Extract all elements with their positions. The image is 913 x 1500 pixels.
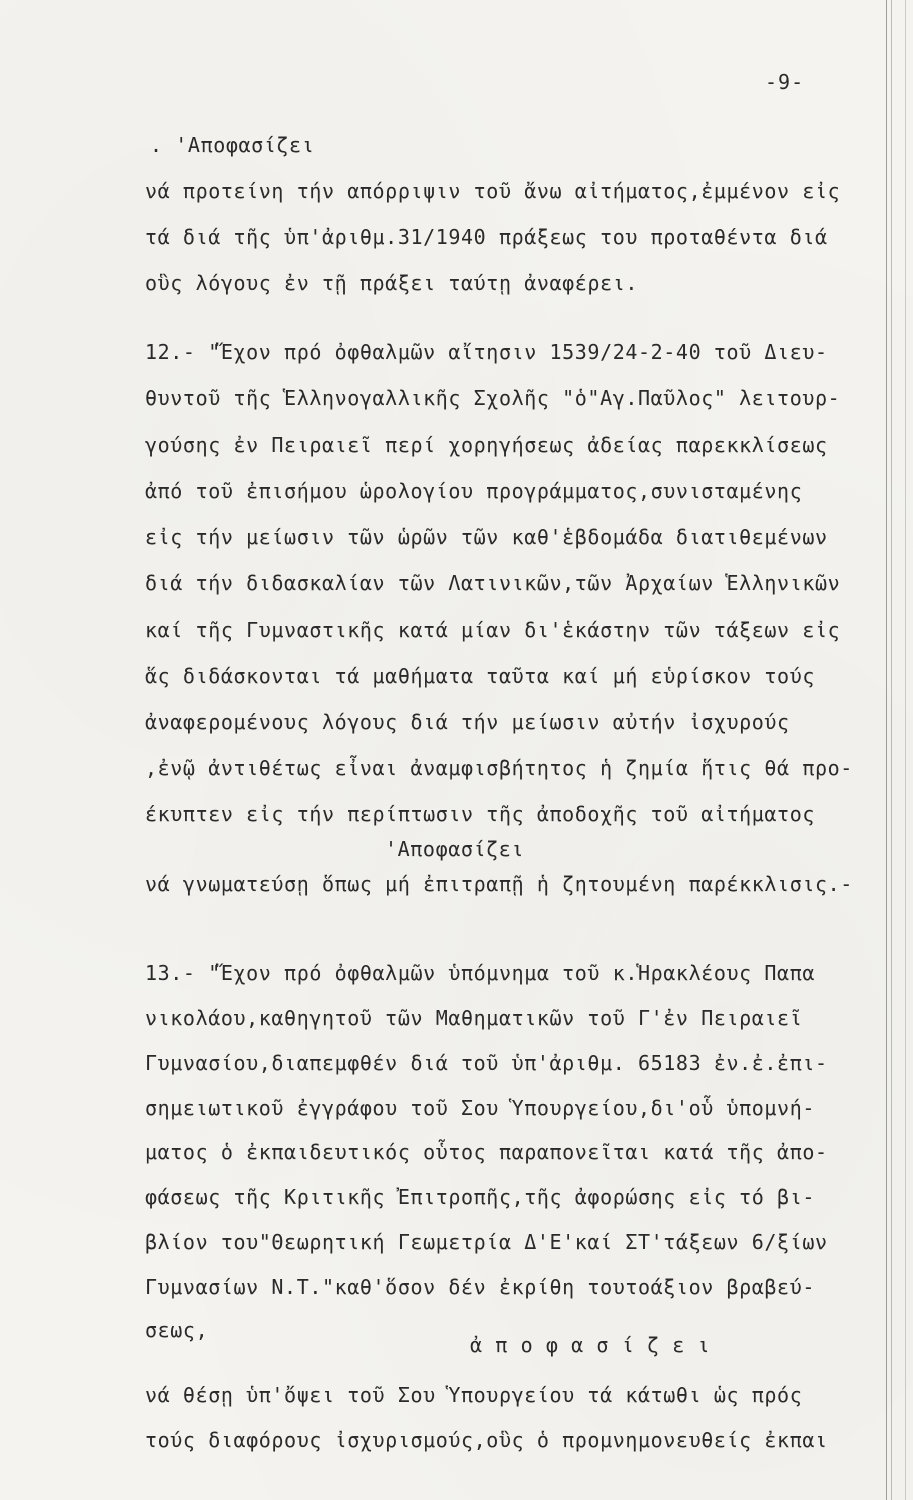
- text-line: Γυμνασίου,διαπεμφθέν διά τοῦ ὑπ'ἀριθμ. 65183 ἐν.ἐ.ἐπι-: [145, 1051, 828, 1075]
- text-line: καί τῆς Γυμναστικῆς κατά μίαν δι'ἑκάστην τῶν τάξεων εἰς: [145, 618, 841, 642]
- text-line: σεως,: [145, 1318, 209, 1342]
- text-line: ἀ π ο φ α σ ί ζ ε ι: [470, 1333, 711, 1357]
- text-line: . 'Αποφασίζει: [150, 133, 315, 157]
- text-line: νικολάου,καθηγητοῦ τῶν Μαθηματικῶν τοῦ Γ'ἐν Πειραιεῖ: [145, 1006, 803, 1030]
- text-line: 13.- "Ἔχον πρό ὀφθαλμῶν ὑπόμνημα τοῦ κ.Ἡρακλέους Παπα: [145, 961, 815, 985]
- text-line: βλίον του"Θεωρητική Γεωμετρία Δ'Ε'καί ΣΤ'τάξεων 6/ξίων: [145, 1230, 828, 1254]
- text-line: έκυπτεν εἰς τήν περίπτωσιν τῆς ἀποδοχῆς τοῦ αἰτήματος: [145, 802, 815, 826]
- text-line: νά θέσῃ ὑπ'ὄψει τοῦ Σου Ὑπουργείου τά κάτωθι ὡς πρός: [145, 1383, 803, 1407]
- text-line: σημειωτικοῦ ἐγγράφου τοῦ Σου Ὑπουργείου,δι'οὗ ὑπομνή-: [145, 1096, 815, 1120]
- text-line: ἀπό τοῦ ἐπισήμου ὡρολογίου προγράμματος,συνισταμένης: [145, 479, 803, 503]
- text-line: 'Αποφασίζει: [385, 837, 525, 861]
- text-line: θυντοῦ τῆς Ἑλληνογαλλικῆς Σχολῆς "ὁ"Αγ.Παῦλος" λειτουρ-: [145, 386, 841, 410]
- text-line: τούς διαφόρους ἰσχυρισμούς,οὓς ὁ προμνημονευθείς ἐκπαι: [145, 1428, 828, 1452]
- text-line: τά διά τῆς ὑπ'ἀριθμ.31/1940 πράξεως του προταθέντα διά: [145, 225, 828, 249]
- text-line: οὓς λόγους ἐν τῇ πράξει ταύτῃ ἀναφέρει.: [145, 271, 638, 295]
- text-line: 12.- "Ἔχον πρό ὀφθαλμῶν αἴτησιν 1539/24-2-40 τοῦ Διευ-: [145, 340, 828, 364]
- text-line: εἰς τήν μείωσιν τῶν ὡρῶν τῶν καθ'ἑβδομάδα διατιθεμένων: [145, 525, 828, 549]
- text-line: νά γνωματεύσῃ ὅπως μή ἐπιτραπῇ ἡ ζητουμένη παρέκκλισις.-: [145, 872, 853, 896]
- page-edge-line: [905, 0, 906, 1500]
- page-edge-line: [886, 0, 887, 1500]
- text-line: ,ἐνῷ ἀντιθέτως εἶναι ἀναμφισβήτητος ἡ ζημία ἥτις θά προ-: [145, 756, 853, 780]
- text-line: φάσεως τῆς Κριτικῆς Ἐπιτροπῆς,τῆς ἀφορώσης εἰς τό βι-: [145, 1185, 815, 1209]
- text-line: διά τήν διδασκαλίαν τῶν Λατινικῶν,τῶν Ἀρχαίων Ἑλληνικῶν: [145, 571, 841, 595]
- text-line: γούσης ἐν Πειραιεῖ περί χορηγήσεως ἀδείας παρεκκλίσεως: [145, 433, 828, 457]
- text-line: Γυμνασίων Ν.Τ."καθ'ὅσον δέν ἐκρίθη τουτοάξιον βραβεύ-: [145, 1275, 815, 1299]
- text-line: ἀναφερομένους λόγους διά τήν μείωσιν αὐτήν ἰσχυρούς: [145, 710, 790, 734]
- page-number: -9-: [765, 70, 805, 94]
- text-line: ἅς διδάσκονται τά μαθήματα ταῦτα καί μή εὑρίσκον τούς: [145, 664, 815, 688]
- text-line: νά προτείνη τήν απόρριψιν τοῦ ἄνω αἰτήματος,ἐμμένον εἰς: [145, 179, 841, 203]
- text-line: ματος ὁ ἐκπαιδευτικός οὗτος παραπονεῖται κατά τῆς ἀπο-: [145, 1140, 828, 1164]
- page-edge-line: [891, 0, 892, 1500]
